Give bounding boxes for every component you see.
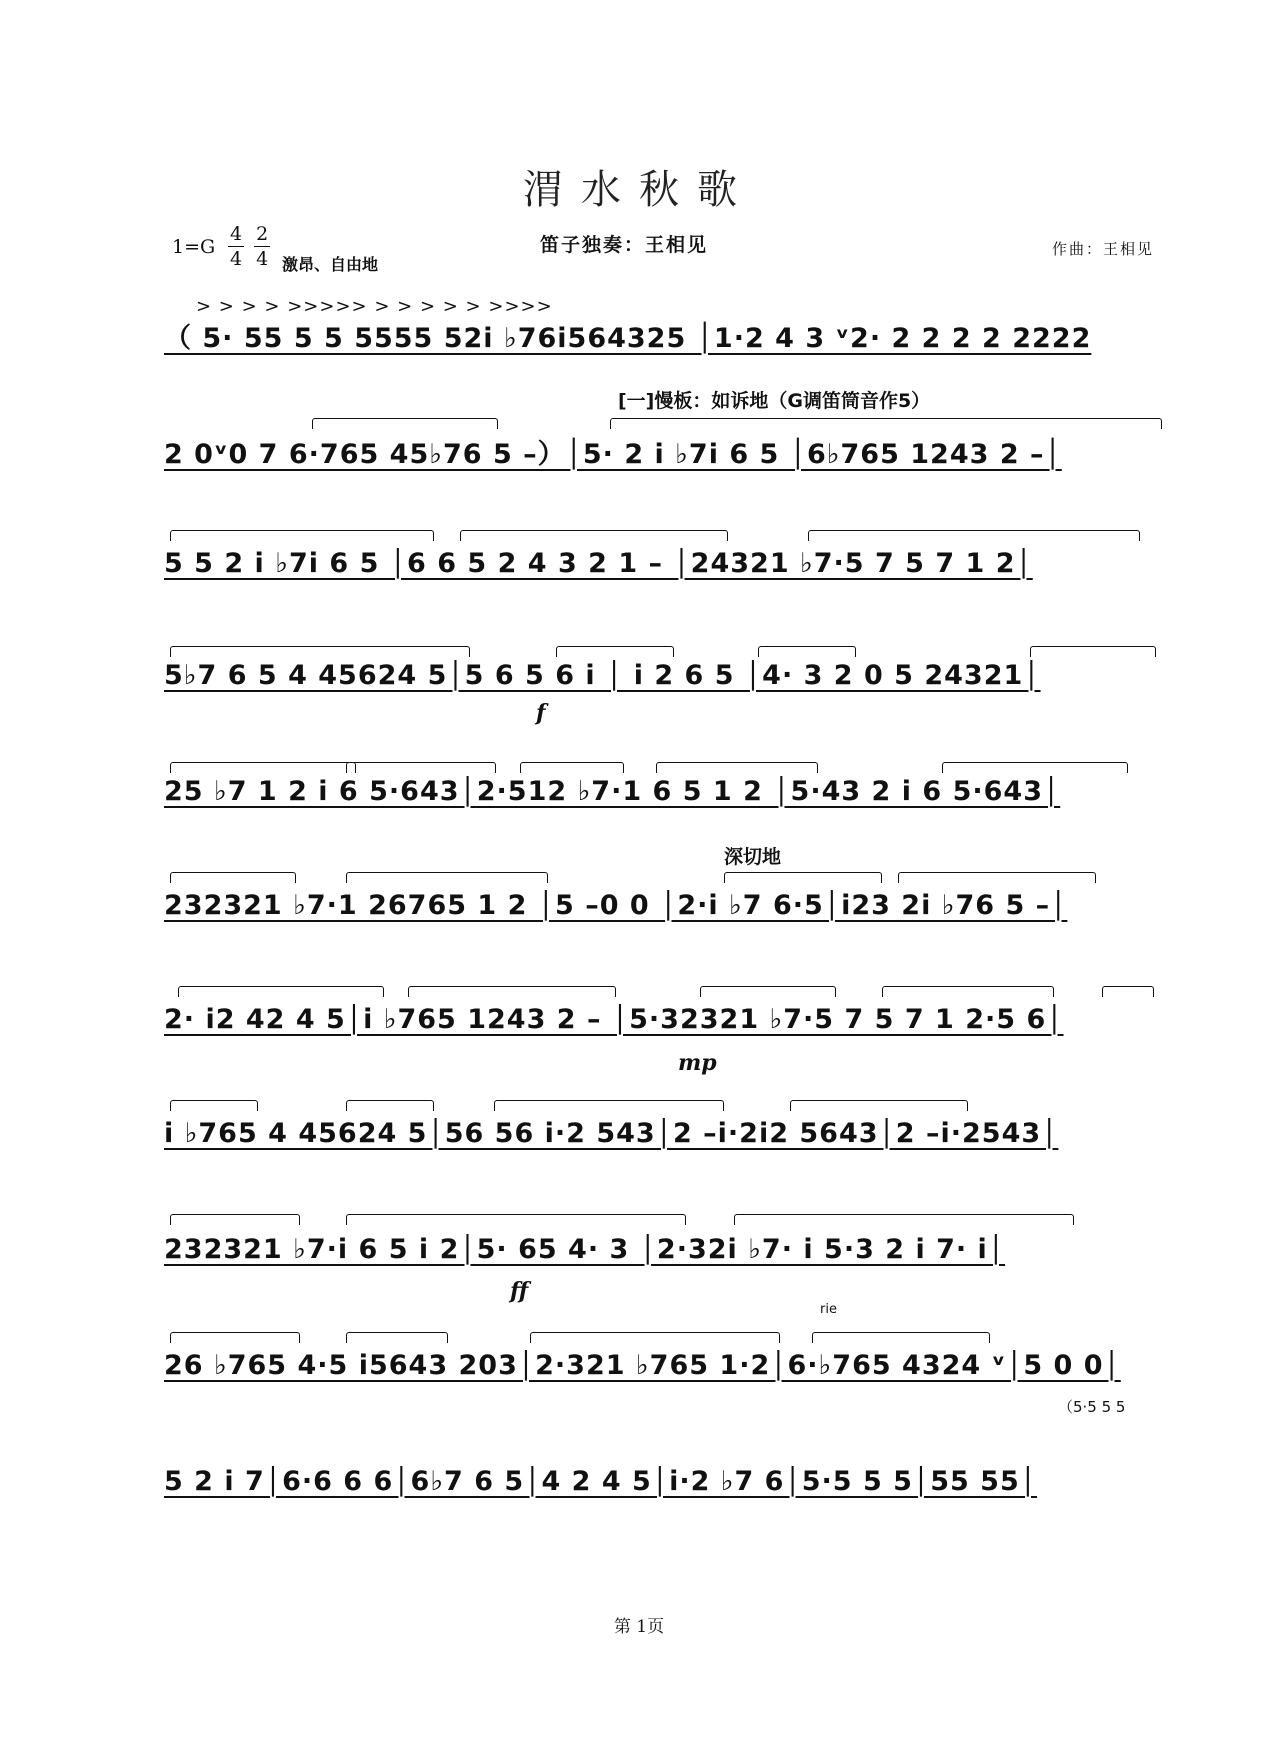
time-signature-4-4	[228, 222, 244, 271]
slur	[942, 762, 1128, 773]
slur	[520, 762, 624, 773]
dynamic-mp: mp	[678, 1050, 717, 1076]
slur	[556, 646, 674, 657]
score-row: 2 0ᵛ0 7 6·765 45♭76 5 –）│5· 2 i ♭7i 6 5 │6♭765 1243 2 –│	[164, 439, 1062, 470]
composer: 作曲：王相见	[1052, 240, 1155, 258]
slur	[882, 986, 1054, 997]
slur	[808, 530, 1140, 541]
time-signatures	[228, 222, 270, 271]
score-row: 232321 ♭7·i 6 5 i 2│5· 65 4· 3 │2·32i ♭7· i 5·3 2 i 7· i│	[164, 1234, 1006, 1265]
slur	[346, 1100, 434, 1111]
tempo-marking: 激昂、自由地	[282, 255, 379, 274]
slur	[408, 986, 616, 997]
section-label: [一]慢板：如诉地（G调笛筒音作5）	[618, 390, 931, 412]
slur	[170, 1100, 258, 1111]
time-sig-denominator: 4	[256, 248, 269, 270]
expression-marking: 深切地	[724, 846, 782, 868]
slur	[170, 1214, 300, 1225]
score-row: i ♭765 4 45624 5│56 56 i·2 543│2 –i·2i2 5643│2 –i·2543│	[164, 1118, 1059, 1149]
slur	[460, 530, 728, 541]
key-signature: 1=G	[172, 236, 216, 258]
slur	[170, 530, 434, 541]
slur	[178, 986, 384, 997]
time-sig-numerator: 2	[256, 223, 269, 245]
slur	[700, 986, 836, 997]
time-sig-denominator: 4	[230, 248, 243, 270]
slur	[610, 418, 1162, 429]
slur	[346, 872, 548, 883]
score-row: 25 ♭7 1 2 i 6 5·643│2·512 ♭7·1 6 5 1 2 │5·43 2 i 6 5·643│	[164, 776, 1061, 807]
score-row: （ 5· 55 5 5 5555 52i ♭76i564325 │1·2 4 3 ᵛ2· 2 2 2 2 2222	[164, 323, 1092, 354]
slur	[724, 872, 882, 883]
slur	[656, 762, 818, 773]
dynamic-ff: ff	[510, 1278, 529, 1304]
small-annotation: rie	[820, 1302, 837, 1317]
slur	[346, 1214, 686, 1225]
slur	[790, 1100, 968, 1111]
slur	[346, 1332, 448, 1343]
page-number: 第 1页	[613, 1617, 665, 1637]
slur	[1102, 986, 1154, 997]
slur	[812, 1332, 990, 1343]
subtitle: 笛子独奏：王相见	[540, 234, 709, 256]
slur	[170, 872, 296, 883]
score-row: 5 5 2 i ♭7i 6 5 │6 6 5 2 4 3 2 1 – │24321 ♭7·5 7 5 7 1 2│	[164, 548, 1033, 579]
ossia-line: （5·5 5 5	[1058, 1398, 1126, 1416]
time-signature-2-4	[254, 222, 270, 271]
slur	[758, 646, 856, 657]
slur	[170, 1332, 300, 1343]
score-row: 5♭7 6 5 4 45624 5│5 6 5 6 i │ i 2 6 5 │4· 3 2 0 5 24321│	[164, 660, 1041, 691]
slur	[494, 1100, 724, 1111]
score-title: 渭水秋歌	[523, 167, 755, 213]
dynamic-f: f	[536, 700, 546, 726]
slur	[898, 872, 1096, 883]
slur	[1030, 646, 1156, 657]
score-row: 5 2 i 7│6·6 6 6│6♭7 6 5│4 2 4 5│i·2 ♭7 6│5·5 5 5│55 55│	[164, 1466, 1037, 1497]
slur	[312, 418, 498, 429]
slur	[346, 762, 496, 773]
accent-marks: > > > > >>>>> > > > > > >>>>	[196, 296, 553, 317]
slur	[170, 646, 470, 657]
score-row: 26 ♭765 4·5 i5643 203│2·321 ♭765 1·2│6·♭765 4324 ᵛ│5 0 0│	[164, 1350, 1121, 1381]
time-sig-numerator: 4	[230, 223, 243, 245]
score-row: 2· i2 42 4 5│i ♭765 1243 2 – │5·32321 ♭7·5 7 5 7 1 2·5 6│	[164, 1004, 1064, 1035]
slur	[530, 1332, 780, 1343]
score-row: 232321 ♭7·1 26765 1 2 │5 –0 0 │2·i ♭7 6·5│i23 2i ♭76 5 –│	[164, 890, 1068, 921]
slur	[170, 762, 356, 773]
slur	[734, 1214, 1074, 1225]
